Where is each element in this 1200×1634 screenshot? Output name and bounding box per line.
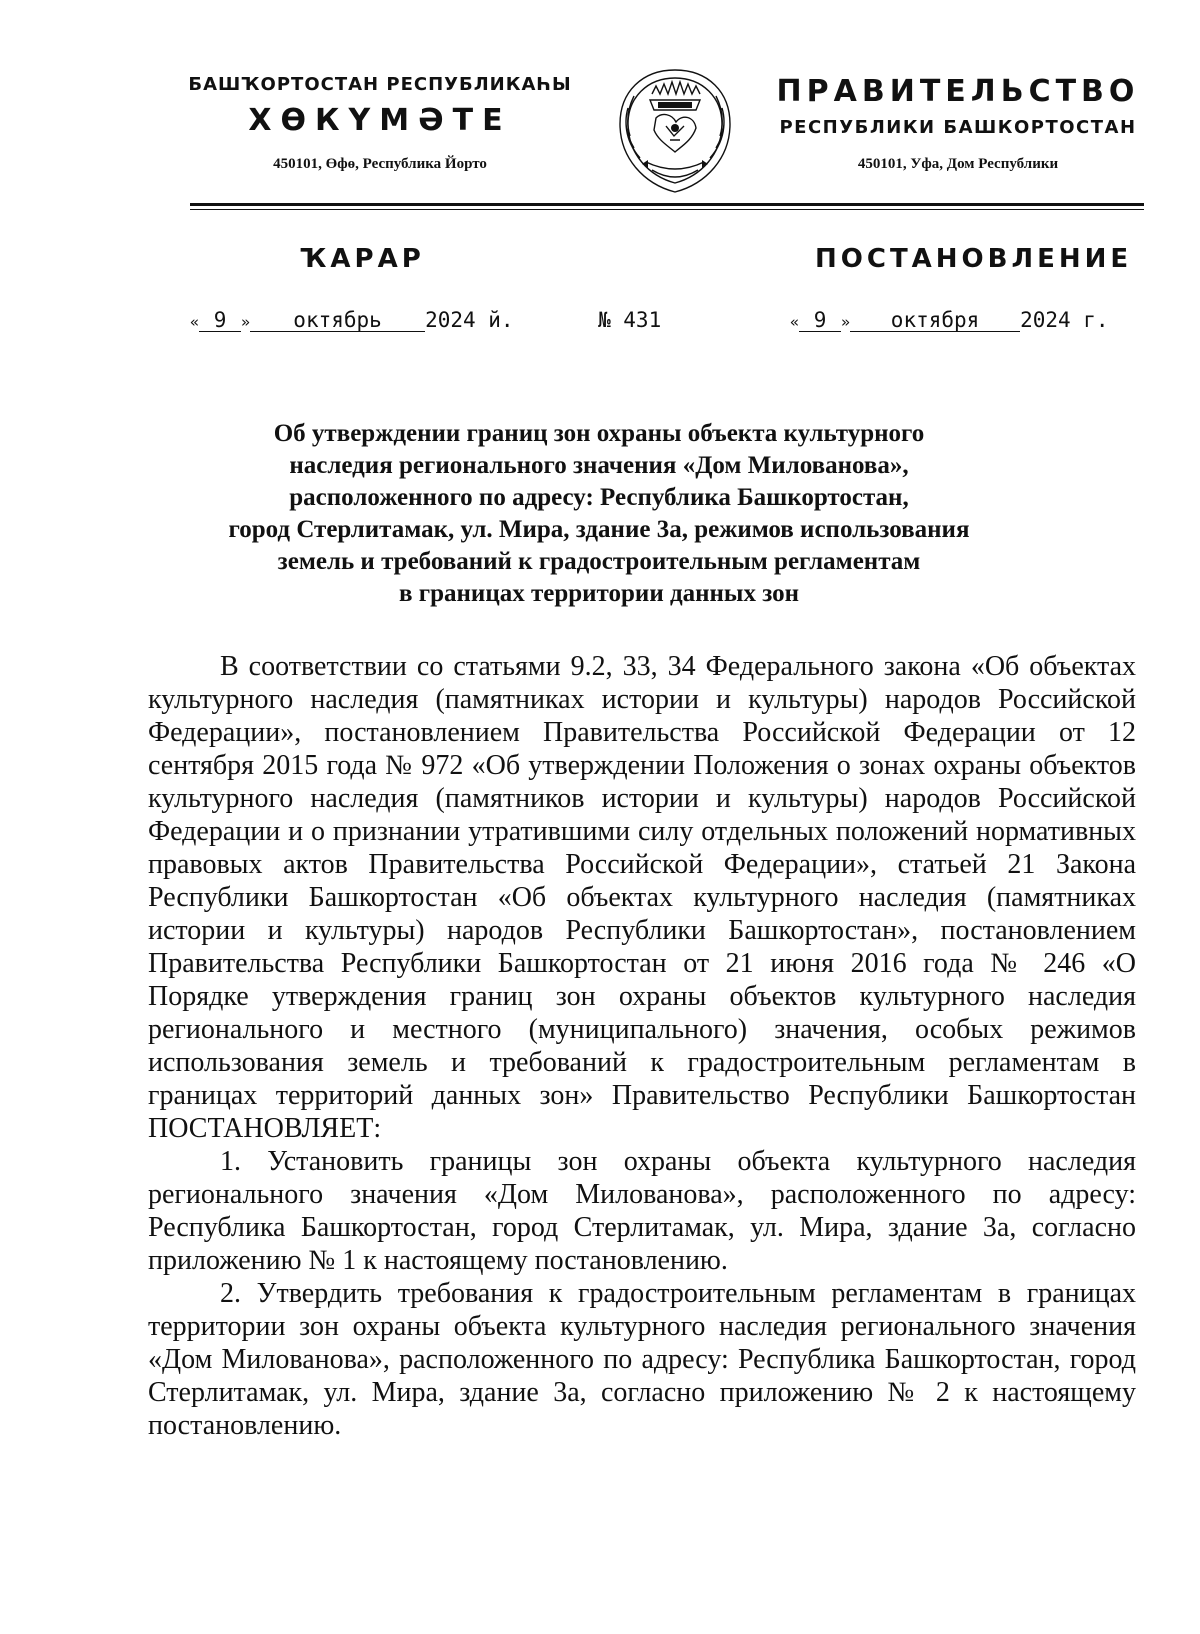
close-quote: » [241,313,251,331]
date-day-right: 9 [799,309,841,332]
clause-1-paragraph: 1. Установить границы зон охраны объекта культурного наследия регионального значения «Дом Милованова», расположенного по адресу: Республика Башкортостан, город Стерлитамак, ул. Мира, здание 3а, согласно приложению № 1 к настоящему постановлению. [148,1146,1136,1276]
title-line: город Стерлитамак, ул. Мира, здание 3а, режимов использования [228,516,970,543]
header-russian-block [758,74,1158,173]
header-divider-thick [190,203,1144,206]
doc-type-russian: ПОСТАНОВЛЕНИЕ [815,244,1133,274]
doc-type-bashkir: ҠАРАР [300,244,425,274]
date-day-left: 9 [199,309,241,332]
title-line: в границах территории данных зон [399,580,799,607]
document-body [148,650,1136,1442]
title-line: земель и требований к градостроительным регламентам [277,548,921,575]
date-month-left: октябрь [250,309,425,332]
date-month-right: октября [850,309,1020,332]
coat-of-arms-emblem-icon [612,66,738,198]
date-bashkir [190,308,514,332]
open-quote: « [790,313,800,331]
document-title [150,418,1048,610]
preamble-paragraph: В соответствии со статьями 9.2, 33, 34 Федерального закона «Об объектах культурного наследия (памятниках истории и культуры) народов Российской Федерации», постановлением Правительства Российской Федерации от 12 сентября 2015 года № 972 «Об утверждении Положения о зонах охраны объектов культурного наследия (памятников истории и культуры) народов Российской Федерации и о признании утратившими силу отдельных положений нормативных правовых актов Правительства Российской Федерации», статьей 21 Закона Республики Башкортостан «Об объектах культурного наследия (памятниках истории и культуры) народов Республики Башкортостан», постановлением Правительства Республики Башкортостан от 21 июня 2016 года № 246 «О Порядке утверждения границ зон охраны объектов культурного наследия регионального и местного (муниципального) значения, особых режимов использования земель и требований к градостроительным регламентам в границах территорий данных зон» Правительство Республики Башкортостан ПОСТАНОВЛЯЕТ: [148,651,1136,1144]
title-line: Об утверждении границ зон охраны объекта культурного [273,420,925,447]
right-address: 450101, Уфа, Дом Республики [857,156,1059,172]
right-government-name: ПРАВИТЕЛЬСТВО [776,74,1140,109]
title-line: расположенного по адресу: Республика Башкортостан, [289,484,909,511]
open-quote: « [190,313,200,331]
title-line: наследия регионального значения «Дом Милованова», [289,452,909,479]
right-republic-name: РЕСПУБЛИКИ БАШКОРТОСТАН [779,117,1137,138]
clause-2-paragraph: 2. Утвердить требования к градостроительным регламентам в границах территории зон охраны объекта культурного наследия регионального значения «Дом Милованова», расположенного по адресу: Республика Башкортостан, город Стерлитамак, ул. Мира, здание 3а, согласно приложению № 2 к настоящему постановлению. [148,1278,1136,1441]
document-number: № 431 [598,308,662,332]
left-republic-name: БАШҠОРТОСТАН РЕСПУБЛИКАҺЫ [188,74,572,95]
date-russian [790,308,1109,332]
left-address: 450101, Өфө, Республика Йорто [273,156,487,172]
close-quote: » [841,313,851,331]
header-bashkir-block [150,74,610,173]
left-government-name: ХӨКҮМӘТЕ [248,103,512,138]
header-divider-thin [190,209,1144,210]
date-year-left: 2024 й. [425,308,514,332]
date-year-right: 2024 г. [1020,308,1109,332]
